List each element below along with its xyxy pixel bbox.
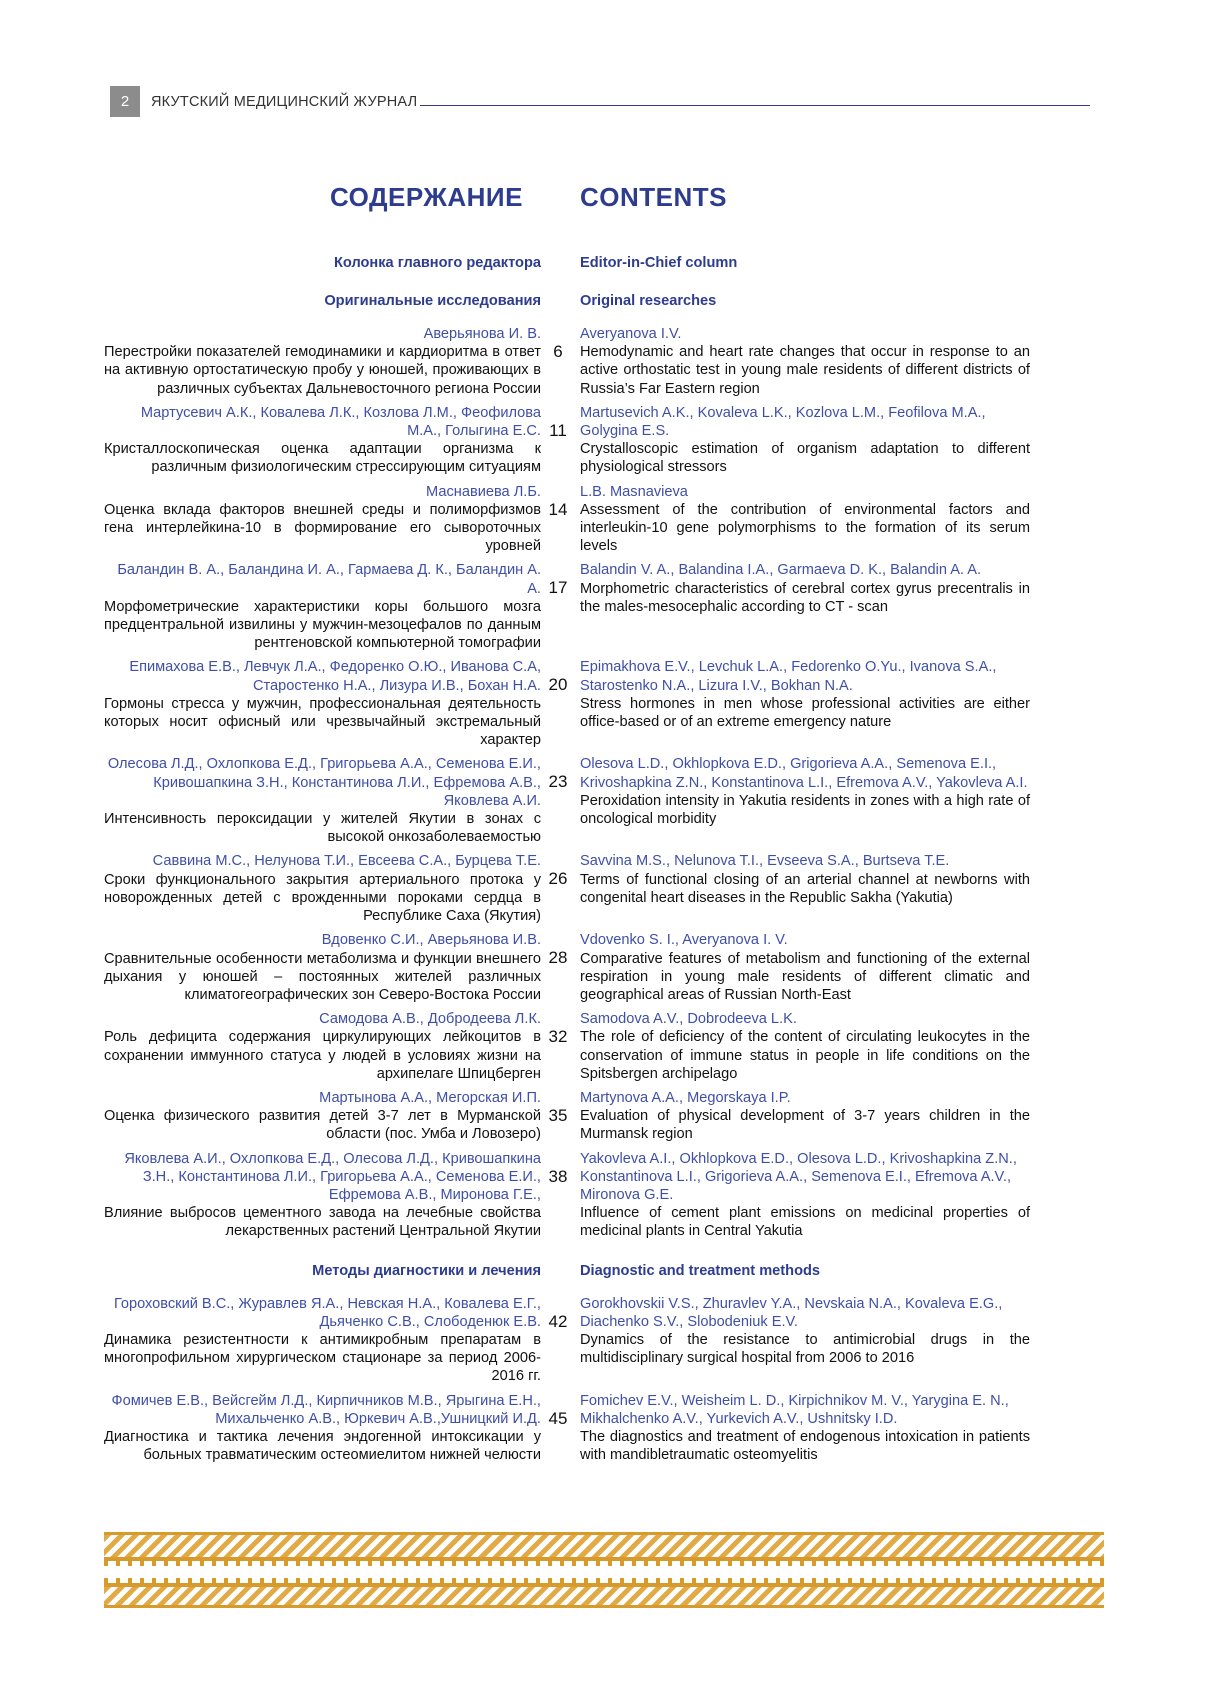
toc-entry[interactable] — [0, 658, 1208, 749]
entry-page-number: 38 — [548, 1166, 568, 1186]
entry-title-en: Terms of functional closing of an arterial channel at newborns with congenital heart diseases in the Republic Sakha (Yakutia) — [580, 871, 1030, 906]
entry-authors-en: Martusevich A.K., Kovaleva L.K., Kozlova L.M., Feofilova M.A., Golygina E.S. — [580, 404, 986, 440]
entry-title-en: Evaluation of physical development of 3-7 years children in the Murmansk region — [580, 1108, 1030, 1143]
entry-page-number: 28 — [548, 948, 568, 968]
entry-authors-ru: Маснавиева Л.Б. — [426, 483, 541, 500]
entry-authors-en: Epimakhova E.V., Levchuk L.A., Fedorenko O.Yu., Ivanova S.A., Starostenko N.A., Lizura I.V., Bokhan N.A. — [580, 659, 997, 694]
entry-authors-en: Olesova L.D., Okhlopkova E.D., Grigorieva A.A., Semenova E.I., Krivoshapkina Z.N., Konstantinova L.I., Efremova A.V., Yakovleva A.I. — [580, 756, 1028, 791]
entry-title-en: Assessment of the contribution of environmental factors and interleukin-10 gene polymorphisms to the formation of its serum levels — [580, 501, 1030, 555]
entry-page-number: 35 — [548, 1105, 568, 1125]
entry-title-en: The diagnostics and treatment of endogenous intoxication in patients with mandibletraumatic osteomyelitis — [580, 1428, 1030, 1464]
section-heading-editor-en: Editor-in-Chief column — [580, 255, 738, 271]
entry-authors-ru: Епимахова Е.В., Левчук Л.А., Федоренко О.Ю., Иванова С.А, Старостенко Н.А., Лизура И.В., Бохан Н.А. — [129, 659, 541, 694]
contents-title-en: CONTENTS — [580, 182, 727, 212]
entry-page-number: 32 — [548, 1027, 568, 1047]
table-of-contents — [0, 255, 1208, 1464]
section-heading-original — [0, 293, 1208, 309]
ornament-band-top — [104, 1532, 1104, 1560]
toc-entry[interactable] — [0, 931, 1208, 1004]
entry-title-en: Hemodynamic and heart rate changes that occur in response to an active orthostatic test in young male residents of different districts of Russia’s Far Eastern region — [580, 344, 1030, 397]
entry-authors-ru: Саввина М.С., Нелунова Т.И., Евсеева С.А., Бурцева Т.Е. — [152, 853, 541, 870]
toc-entry[interactable] — [0, 404, 1208, 477]
entry-page-number: 17 — [548, 578, 568, 598]
page-header — [110, 86, 1090, 118]
section-heading-original-en: Original researches — [580, 293, 717, 309]
section-heading-diagnostic-ru: Методы диагностики и лечения — [312, 1262, 541, 1279]
toc-entry[interactable] — [0, 1295, 1208, 1386]
ornamental-footer — [104, 1532, 1104, 1606]
toc-entry[interactable] — [0, 852, 1208, 925]
entry-page-number: 6 — [553, 342, 563, 361]
entry-title-ru: Динамика резистентности к антимикробным препаратам в многопрофильном хирургическом стационаре за период 2006-2016 гг. — [104, 1331, 541, 1385]
entry-title-ru: Оценка вклада факторов внешней среды и полиморфизмов гена интерлейкина-10 в формирование его сывороточных уровней — [104, 501, 541, 555]
contents-title-ru: СОДЕРЖАНИЕ — [330, 182, 523, 212]
entry-title-ru: Морфометрические характеристики коры большого мозга предцентральной извилины у мужчин-мезоцефалов по данным рентгеновской компьютерной томографии — [104, 598, 541, 652]
ornament-band-middle — [104, 1558, 1104, 1586]
entry-authors-en: L.B. Masnavieva — [580, 483, 688, 500]
entry-title-en: Crystalloscopic estimation of organism adaptation to different physiological stressors — [580, 441, 1030, 476]
entry-authors-ru: Вдовенко С.И., Аверьянова И.В. — [321, 932, 541, 949]
entry-authors-en: Samodova A.V., Dobrodeeva L.K. — [580, 1011, 797, 1028]
entry-title-en: Stress hormones in men whose professional activities are either office-based or of an extreme emergency nature — [580, 695, 1030, 731]
toc-entry[interactable] — [0, 483, 1208, 556]
entry-title-ru: Диагностика и тактика лечения эндогенной интоксикации у больных травматическим остеомиелитом нижней челюсти — [104, 1428, 541, 1464]
page-number-badge: 2 — [110, 86, 140, 117]
section-heading-diagnostic — [0, 1263, 1208, 1279]
entry-title-ru: Сроки функционального закрытия артериального протока у новорожденных детей с врожденными пороками сердца в Республике Саха (Якутия) — [104, 871, 541, 925]
entry-authors-en: Gorokhovskii V.S., Zhuravlev Y.A., Nevskaia N.A., Kovaleva E.G., Diachenko S.V., Slobodeniuk E.V. — [580, 1295, 1003, 1330]
ornament-band-bottom — [104, 1584, 1104, 1608]
entry-authors-en: Vdovenko S. I., Averyanova I. V. — [580, 932, 788, 949]
ornament-teeth-inner — [104, 1566, 1104, 1578]
entry-authors-ru: Яковлева А.И., Охлопкова Е.Д., Олесова Л.Д., Кривошапкина З.Н., Константинова Л.И., Григорьева А.А., Семенова Е.И., Ефремова А.В., Миронова Г.Е., — [124, 1150, 541, 1203]
entry-page-number: 14 — [548, 499, 568, 519]
entry-authors-ru: Самодова А.В., Добродеева Л.К. — [319, 1011, 541, 1028]
journal-title: ЯКУТСКИЙ МЕДИЦИНСКИЙ ЖУРНАЛ — [151, 94, 418, 110]
toc-entry[interactable] — [0, 1150, 1208, 1241]
toc-entry[interactable] — [0, 1010, 1208, 1083]
entry-title-en: Morphometric characteristics of cerebral cortex gyrus precentralis in the males-mesocephalic according to CT - scan — [580, 580, 1030, 615]
entry-title-ru: Сравнительные особенности метаболизма и функции внешнего дыхания у юношей – постоянных жителей различных климатогеографических зон Северо-Востока России — [104, 950, 541, 1003]
entry-authors-en: Fomichev E.V., Weisheim L. D., Kirpichnikov M. V., Yarygina E. N., Mikhalchenko A.V., Yurkevich A.V., Ushnitsky I.D. — [580, 1392, 1009, 1427]
entry-authors-en: Balandin V. A., Balandina I.A., Garmaeva D. K., Balandin A. A. — [580, 562, 982, 579]
entry-title-ru: Гормоны стресса у мужчин, профессиональная деятельность которых носит офисный или чрезвычайный экстремальный характер — [104, 695, 541, 749]
entry-authors-ru: Баландин В. А., Баландина И. А., Гармаева Д. К., Баландин А. А. — [117, 562, 541, 597]
toc-entry[interactable] — [0, 325, 1208, 398]
entry-authors-ru: Мартусевич А.К., Ковалева Л.К., Козлова Л.М., Феофилова М.А., Голыгина Е.С. — [140, 404, 541, 440]
ornament-zigzag — [104, 1587, 1104, 1605]
toc-entry[interactable] — [0, 755, 1208, 846]
entry-authors-en: Yakovleva A.I., Okhlopkova E.D., Olesova L.D., Krivoshapkina Z.N., Konstantinova L.I., Grigorieva A.A., Semenova E.I., Efremova A.V., Mironova G.E. — [580, 1150, 1017, 1203]
ornament-zigzag — [104, 1535, 1104, 1557]
entry-page-number: 23 — [548, 772, 568, 792]
toc-entry[interactable] — [0, 1089, 1208, 1144]
entry-title-ru: Оценка физического развития детей 3-7 лет в Мурманской области (пос. Умба и Ловозеро) — [104, 1108, 541, 1143]
entry-title-en: Influence of cement plant emissions on medicinal properties of medicinal plants in Central Yakutia — [580, 1205, 1030, 1240]
entry-authors-ru: Фомичев Е.В., Вейсгейм Л.Д., Кирпичников М.В., Ярыгина Е.Н., Михальченко А.В., Юркевич А.В.,Ушницкий И.Д. — [111, 1392, 541, 1427]
entry-title-ru: Кристаллоскопическая оценка адаптации организма к различным физиологическим стрессирующим ситуациям — [104, 441, 541, 476]
entry-title-ru: Роль дефицита содержания циркулирующих лейкоцитов в сохранении иммунного статуса у людей в условиях жизни на архипелаге Шпицберген — [104, 1029, 541, 1082]
entry-authors-en: Martynova A.A., Megorskaya I.P. — [580, 1089, 791, 1106]
entry-page-number: 26 — [548, 869, 568, 889]
entry-authors-en: Savvina M.S., Nelunova T.I., Evseeva S.A., Burtseva T.E. — [580, 853, 950, 870]
entry-page-number: 45 — [548, 1408, 568, 1428]
entry-authors-en: Averyanova I.V. — [580, 326, 682, 342]
section-heading-original-ru: Оригинальные исследования — [324, 293, 541, 309]
entry-authors-ru: Олесова Л.Д., Охлопкова Е.Д., Григорьева А.А., Семенова Е.И., Кривошапкина З.Н., Константинова Л.И., Ефремова А.В., Яковлева А.И. — [107, 756, 541, 809]
section-heading-diagnostic-en: Diagnostic and treatment methods — [580, 1262, 821, 1279]
entry-title-en: Peroxidation intensity in Yakutia residents in zones with a high rate of oncological morbidity — [580, 792, 1030, 828]
contents-titles — [0, 182, 1208, 222]
entry-page-number: 11 — [549, 420, 567, 440]
entry-authors-ru: Мартынова А.А., Мегорская И.П. — [319, 1089, 541, 1106]
toc-entry[interactable] — [0, 1392, 1208, 1465]
header-divider — [420, 105, 1090, 106]
entry-title-ru: Интенсивность пероксидации у жителей Якутии в зонах с высокой онкозаболеваемостью — [104, 811, 541, 846]
entry-title-en: Comparative features of metabolism and functioning of the external respiration in young male residents of different climatic and geographical areas of Russian North-East — [580, 950, 1030, 1003]
entry-title-en: The role of deficiency of the content of circulating leukocytes in the conservation of immune status in people in life conditions on the Spitsbergen archipelago — [580, 1029, 1030, 1082]
entry-page-number: 42 — [548, 1311, 568, 1331]
entry-authors-ru: Аверьянова И. В. — [423, 326, 541, 342]
section-heading-editor-ru: Колонка главного редактора — [333, 255, 541, 271]
section-heading-editor — [0, 255, 1208, 271]
toc-entry[interactable] — [0, 561, 1208, 652]
entry-authors-ru: Гороховский В.С., Журавлев Я.А., Невская Н.А., Ковалева Е.Г., Дьяченко С.В., Слободенюк Е.В. — [113, 1295, 541, 1330]
entry-title-ru: Влияние выбросов цементного завода на лечебные свойства лекарственных растений Центральной Якутии — [104, 1205, 541, 1240]
entry-title-en: Dynamics of the resistance to antimicrobial drugs in the multidisciplinary surgical hospital from 2006 to 2016 — [580, 1331, 1030, 1367]
entry-title-ru: Перестройки показателей гемодинамики и кардиоритма в ответ на активную ортостатическую пробу у юношей, проживающих в различных субъектах Дальневосточного региона России — [104, 344, 541, 397]
entry-page-number: 20 — [548, 675, 568, 695]
